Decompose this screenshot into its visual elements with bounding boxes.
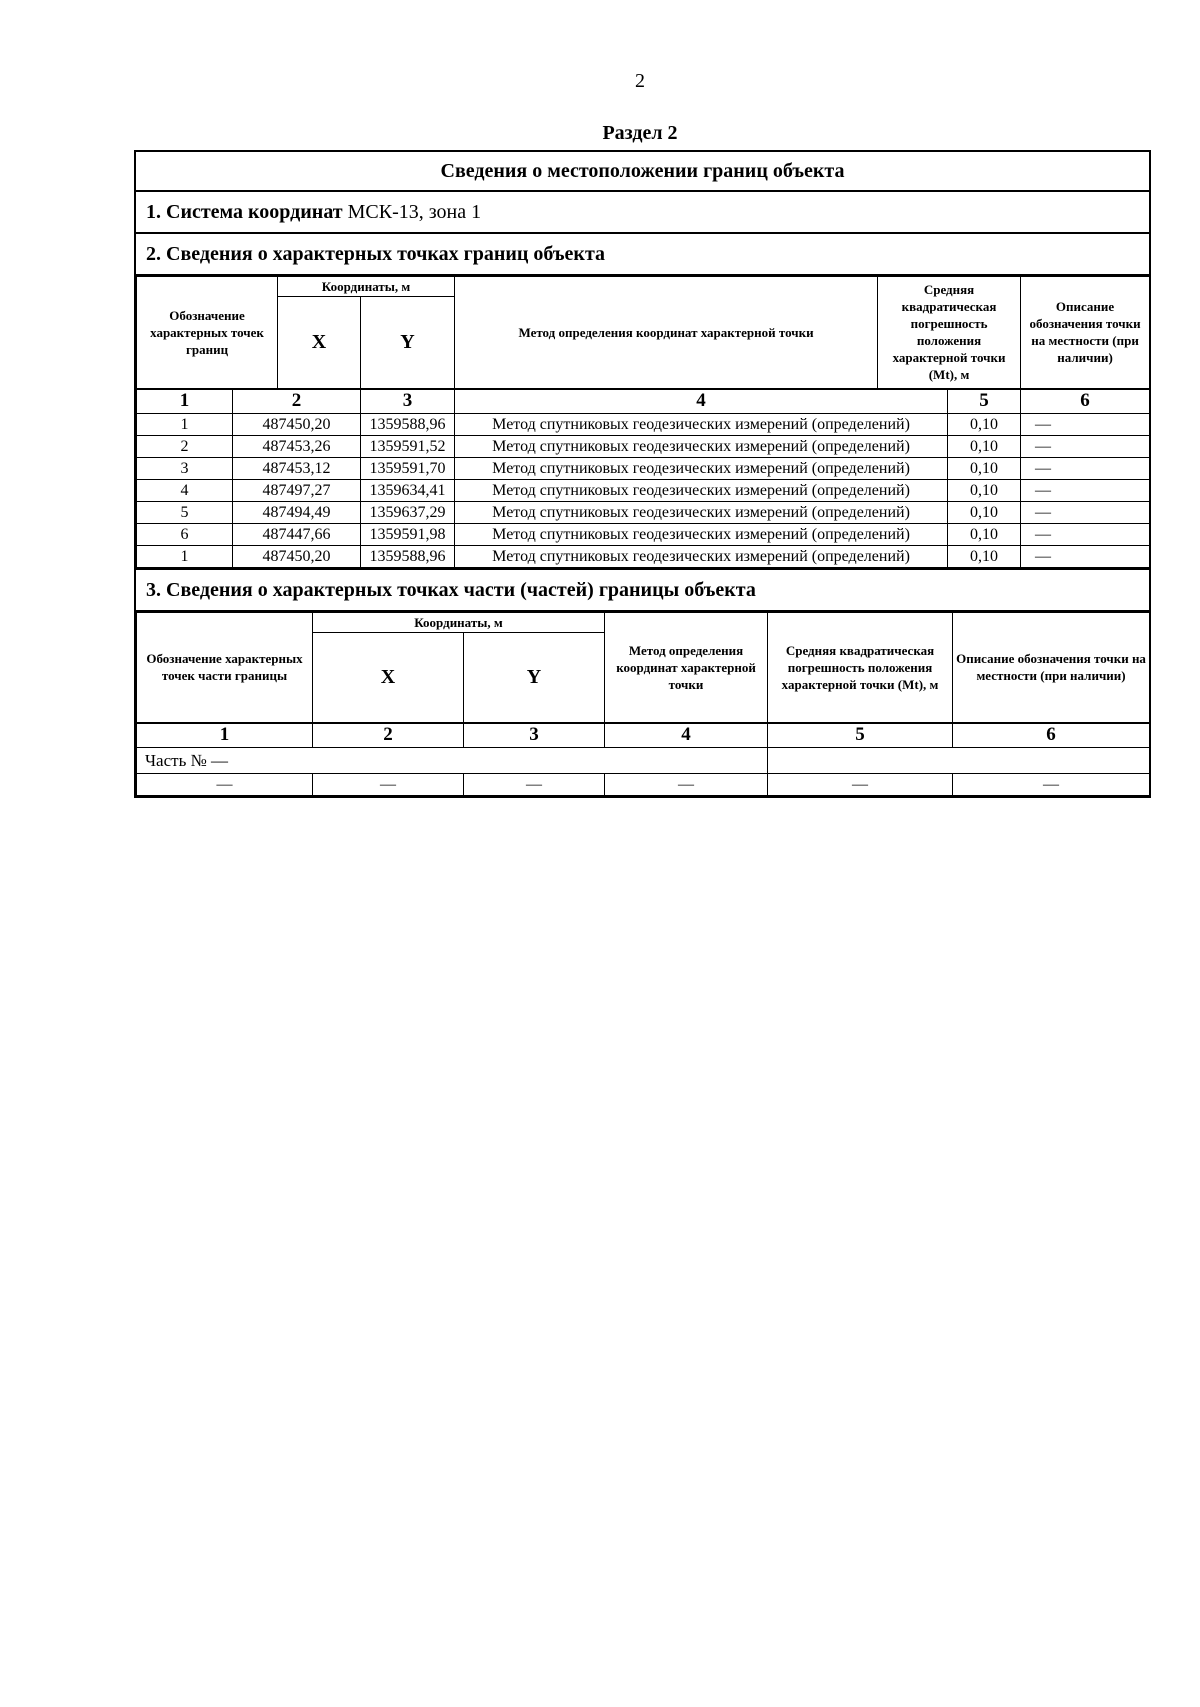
description-cell: — bbox=[1021, 436, 1150, 458]
point-cell: 4 bbox=[137, 480, 233, 502]
method-cell: Метод спутниковых геодезических измерений (определений) bbox=[455, 502, 948, 524]
description-cell: — bbox=[1021, 524, 1150, 546]
t2-colnum-3: 3 bbox=[464, 723, 605, 748]
point-cell: 3 bbox=[137, 458, 233, 480]
t2-colnum-4: 4 bbox=[605, 723, 768, 748]
x-cell: 487450,20 bbox=[233, 546, 361, 568]
t2-colnum-6: 6 bbox=[953, 723, 1150, 748]
page-number: 2 bbox=[635, 70, 645, 92]
point-cell: 1 bbox=[137, 414, 233, 436]
method-cell: Метод спутниковых геодезических измерений (определений) bbox=[455, 546, 948, 568]
method-cell: Метод спутниковых геодезических измерений (определений) bbox=[455, 414, 948, 436]
t2-header-accuracy: Средняя квадратическая погрешность положения характерной точки (Mt), м bbox=[768, 613, 953, 723]
method-cell: Метод спутниковых геодезических измерений (определений) bbox=[455, 480, 948, 502]
t1-colnum-4: 4 bbox=[455, 389, 948, 414]
part-label-empty bbox=[768, 748, 1150, 774]
x-cell: 487447,66 bbox=[233, 524, 361, 546]
accuracy-cell: 0,10 bbox=[948, 546, 1021, 568]
x-cell: 487494,49 bbox=[233, 502, 361, 524]
frame-title: Сведения о местоположении границ объекта bbox=[136, 152, 1149, 192]
t2-colnum-2: 2 bbox=[313, 723, 464, 748]
point-cell: 5 bbox=[137, 502, 233, 524]
point-cell: 1 bbox=[137, 546, 233, 568]
table2-title: 3. Сведения о характерных точках части (частей) границы объекта bbox=[136, 568, 1149, 612]
y-cell: 1359634,41 bbox=[361, 480, 455, 502]
empty-cell: — bbox=[137, 774, 313, 796]
x-cell: 487450,20 bbox=[233, 414, 361, 436]
y-cell: 1359637,29 bbox=[361, 502, 455, 524]
table-row bbox=[137, 436, 1150, 458]
t2-colnum-1: 1 bbox=[137, 723, 313, 748]
t2-header-coords: Координаты, м bbox=[313, 613, 605, 633]
x-cell: 487497,27 bbox=[233, 480, 361, 502]
y-cell: 1359588,96 bbox=[361, 546, 455, 568]
t1-colnum-1: 1 bbox=[137, 389, 233, 414]
t2-header-description: Описание обозначения точки на местности (при наличии) bbox=[953, 613, 1150, 723]
x-cell: 487453,12 bbox=[233, 458, 361, 480]
t2-header-method: Метод определения координат характерной точки bbox=[605, 613, 768, 723]
t1-header-x: X bbox=[278, 297, 361, 389]
accuracy-cell: 0,10 bbox=[948, 502, 1021, 524]
description-cell: — bbox=[1021, 502, 1150, 524]
empty-cell: — bbox=[605, 774, 768, 796]
empty-cell: — bbox=[768, 774, 953, 796]
coord-system-label: 1. Система координат bbox=[146, 201, 343, 223]
x-cell: 487453,26 bbox=[233, 436, 361, 458]
table1-title: 2. Сведения о характерных точках границ объекта bbox=[136, 234, 1149, 276]
y-cell: 1359591,70 bbox=[361, 458, 455, 480]
accuracy-cell: 0,10 bbox=[948, 524, 1021, 546]
t1-header-accuracy: Средняя квадратическая погрешность положения характерной точки (Mt), м bbox=[878, 277, 1021, 389]
t1-header-y: Y bbox=[361, 297, 455, 389]
t1-header-point: Обозначение характерных точек границ bbox=[137, 277, 278, 389]
t1-colnum-3: 3 bbox=[361, 389, 455, 414]
part-label: Часть № — bbox=[137, 748, 768, 774]
method-cell: Метод спутниковых геодезических измерений (определений) bbox=[455, 436, 948, 458]
t1-header-coords: Координаты, м bbox=[278, 277, 455, 297]
t1-header-method: Метод определения координат характерной точки bbox=[455, 277, 878, 389]
t1-colnum-2: 2 bbox=[233, 389, 361, 414]
table-row bbox=[137, 774, 1150, 796]
t1-colnum-5: 5 bbox=[948, 389, 1021, 414]
description-cell: — bbox=[1021, 458, 1150, 480]
part-points-table bbox=[136, 612, 1150, 796]
accuracy-cell: 0,10 bbox=[948, 480, 1021, 502]
table-row bbox=[137, 480, 1150, 502]
y-cell: 1359591,98 bbox=[361, 524, 455, 546]
table-row bbox=[137, 414, 1150, 436]
t2-header-x: X bbox=[313, 633, 464, 723]
table-row bbox=[137, 524, 1150, 546]
table-row bbox=[137, 546, 1150, 568]
description-cell: — bbox=[1021, 414, 1150, 436]
y-cell: 1359588,96 bbox=[361, 414, 455, 436]
table-row bbox=[137, 458, 1150, 480]
t2-colnum-5: 5 bbox=[768, 723, 953, 748]
y-cell: 1359591,52 bbox=[361, 436, 455, 458]
description-cell: — bbox=[1021, 546, 1150, 568]
coord-system bbox=[136, 192, 1149, 234]
description-cell: — bbox=[1021, 480, 1150, 502]
table-row bbox=[137, 502, 1150, 524]
t2-header-y: Y bbox=[464, 633, 605, 723]
empty-cell: — bbox=[464, 774, 605, 796]
document-frame bbox=[134, 150, 1151, 798]
boundary-points-table bbox=[136, 276, 1150, 568]
t2-header-point: Обозначение характерных точек части границы bbox=[137, 613, 313, 723]
method-cell: Метод спутниковых геодезических измерений (определений) bbox=[455, 458, 948, 480]
coord-system-value: МСК-13, зона 1 bbox=[347, 201, 482, 223]
empty-cell: — bbox=[953, 774, 1150, 796]
point-cell: 2 bbox=[137, 436, 233, 458]
accuracy-cell: 0,10 bbox=[948, 414, 1021, 436]
point-cell: 6 bbox=[137, 524, 233, 546]
accuracy-cell: 0,10 bbox=[948, 436, 1021, 458]
t1-header-description: Описание обозначения точки на местности (при наличии) bbox=[1021, 277, 1150, 389]
t1-colnum-6: 6 bbox=[1021, 389, 1150, 414]
method-cell: Метод спутниковых геодезических измерений (определений) bbox=[455, 524, 948, 546]
empty-cell: — bbox=[313, 774, 464, 796]
section-title: Раздел 2 bbox=[602, 122, 678, 144]
accuracy-cell: 0,10 bbox=[948, 458, 1021, 480]
